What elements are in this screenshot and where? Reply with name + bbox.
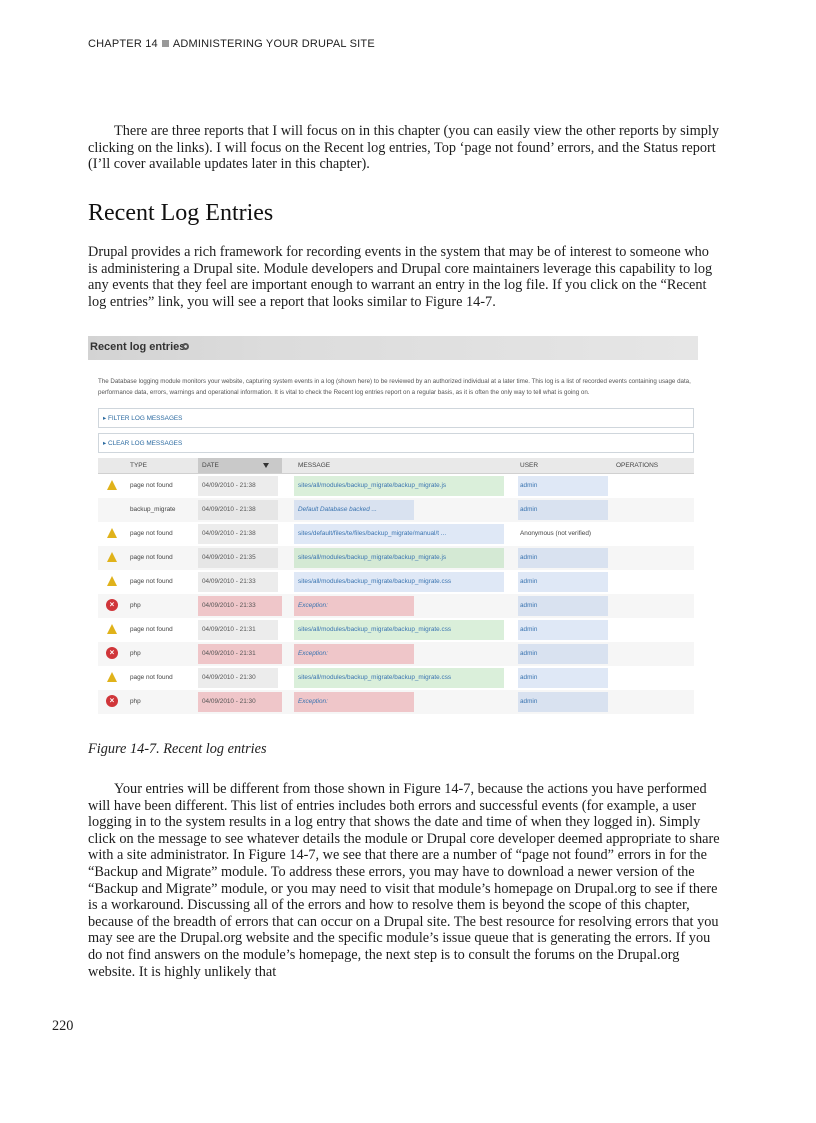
row-type: page not found (130, 482, 173, 489)
table-row[interactable] (98, 642, 694, 666)
warning-icon (107, 552, 117, 562)
filter-log-messages-link[interactable]: ▸ FILTER LOG MESSAGES (103, 415, 183, 422)
log-entries-table (98, 458, 694, 720)
warning-icon (107, 528, 117, 538)
row-date: 04/09/2010 - 21:30 (202, 674, 256, 681)
row-date: 04/09/2010 - 21:31 (202, 626, 256, 633)
row-message-link[interactable]: sites/all/modules/backup_migrate/backup_migrate.js (298, 554, 447, 561)
column-header-date[interactable] (198, 458, 282, 473)
column-header-date-label: DATE (202, 462, 219, 469)
running-header (88, 38, 375, 50)
row-user-link[interactable]: admin (520, 506, 538, 513)
table-row[interactable] (98, 618, 694, 642)
row-message-link[interactable]: sites/default/files/te/files/backup_migrate/manual/t ... (298, 530, 447, 537)
table-row[interactable] (98, 570, 694, 594)
row-user-link[interactable]: admin (520, 482, 538, 489)
row-date: 04/09/2010 - 21:35 (202, 554, 256, 561)
row-date: 04/09/2010 - 21:38 (202, 482, 256, 489)
row-date: 04/09/2010 - 21:31 (202, 650, 256, 657)
row-date: 04/09/2010 - 21:38 (202, 506, 256, 513)
row-type: page not found (130, 626, 173, 633)
sort-descending-icon (263, 463, 269, 468)
error-icon: × (106, 695, 118, 707)
error-icon: × (106, 647, 118, 659)
row-message-link[interactable]: sites/all/modules/backup_migrate/backup_migrate.css (298, 626, 452, 633)
row-type: php (130, 698, 141, 705)
figure-title: Recent log entries (90, 341, 186, 353)
row-date: 04/09/2010 - 21:33 (202, 602, 256, 609)
section-body-paragraph: Drupal provides a rich framework for recording events in the system that may be of interest to someone who is administering a Drupal site. Module developers and Drupal core maintainers leverage this capability to log any events that they feel are important enough to warrant an entry in the log file. If you click on the “Recent log entries” link, you will see a report that looks similar to Figure 14-7. (88, 244, 713, 310)
table-row[interactable] (98, 498, 694, 522)
row-user-link[interactable]: admin (520, 602, 538, 609)
table-row[interactable] (98, 690, 694, 714)
page-number: 220 (52, 1018, 74, 1034)
column-header-user[interactable]: USER (520, 462, 539, 469)
filter-log-messages-fieldset[interactable] (98, 408, 694, 428)
section-heading: Recent Log Entries (88, 200, 274, 226)
column-header-operations: OPERATIONS (616, 462, 659, 469)
row-type: php (130, 650, 141, 657)
figure-title-bar (88, 336, 698, 360)
warning-icon (107, 480, 117, 490)
row-type: backup_migrate (130, 506, 176, 513)
chapter-title: ADMINISTERING YOUR DRUPAL SITE (172, 38, 375, 50)
row-message-link[interactable]: sites/all/modules/backup_migrate/backup_migrate.css (298, 578, 452, 585)
row-message-link[interactable]: sites/all/modules/backup_migrate/backup_migrate.js (298, 482, 447, 489)
figure-caption: Figure 14-7. Recent log entries (88, 741, 267, 757)
row-message-link[interactable]: Exception: (298, 650, 328, 657)
warning-icon (107, 672, 117, 682)
intro-paragraph: There are three reports that I will focus on in this chapter (you can easily view the other reports by simply clicking on the links). I will focus on the Recent log entries, Top ‘page not found’ errors, and the Status report (I’ll cover available updates later in this chapter). (88, 123, 720, 173)
table-row[interactable] (98, 546, 694, 570)
error-icon: × (106, 599, 118, 611)
row-user-link[interactable]: admin (520, 578, 538, 585)
row-type: page not found (130, 530, 173, 537)
separator-square-icon (162, 40, 169, 47)
figure-description: The Database logging module monitors your website, capturing system events in a log (shown here) to be reviewed by an authorized individual at a later time. This log is a list of recorded events containing usage data, performance data, errors, warnings and operational information. It is vital to check the Recent log entries report on a regular basis, as it is often the only way to tell what is going on. (98, 378, 691, 396)
column-header-message[interactable]: MESSAGE (298, 462, 331, 469)
row-type: page not found (130, 554, 173, 561)
warning-icon (107, 576, 117, 586)
figure-screenshot (88, 336, 698, 720)
row-message-link[interactable]: sites/all/modules/backup_migrate/backup_migrate.css (298, 674, 452, 681)
gear-icon[interactable] (182, 343, 189, 350)
discussion-paragraph: Your entries will be different from those shown in Figure 14-7, because the actions you have performed will have been different. This list of entries includes both errors and successful events (for example, a user logging in to the system results in a log entry that shows the date and time of when they logged in). Simply click on the message to see whatever details the module or Drupal core developer deemed appropriate to share with a site administrator. In Figure 14-7, we see that there are a number of “page not found” errors in for the “Backup and Migrate” module. To address these errors, you may have to download a newer version of the “Backup and Migrate” module, or you may need to visit that module’s homepage on Drupal.org to see if there is a workaround. Discussing all of the errors and how to resolve them is beyond the scope of this chapter, because of the breadth of errors that can occur on a Drupal site. The best resource for resolving errors that you may see are the Drupal.org website and the specific module’s issue queue that is generating the errors. If you do not find answers on the module’s homepage, the next step is to consult the forums on the Drupal.org website. It is highly unlikely that (88, 781, 720, 980)
row-date: 04/09/2010 - 21:38 (202, 530, 256, 537)
chapter-label: CHAPTER 14 (88, 38, 158, 50)
clear-log-messages-link[interactable]: ▸ CLEAR LOG MESSAGES (103, 440, 183, 447)
column-header-type[interactable]: TYPE (130, 462, 147, 469)
warning-icon (107, 624, 117, 634)
row-date: 04/09/2010 - 21:30 (202, 698, 256, 705)
table-row[interactable] (98, 522, 694, 546)
row-type: php (130, 602, 141, 609)
row-message-link[interactable]: Exception: (298, 698, 328, 705)
row-user-link[interactable]: admin (520, 698, 538, 705)
row-date: 04/09/2010 - 21:33 (202, 578, 256, 585)
row-user-link[interactable]: admin (520, 650, 538, 657)
table-row[interactable] (98, 474, 694, 498)
table-header-row (98, 458, 694, 474)
row-message-link[interactable]: Exception: (298, 602, 328, 609)
table-row[interactable] (98, 666, 694, 690)
row-type: page not found (130, 674, 173, 681)
row-message-link[interactable]: Default Database backed ... (298, 506, 377, 513)
table-row[interactable] (98, 594, 694, 618)
row-user: Anonymous (not verified) (520, 530, 592, 537)
clear-log-messages-fieldset[interactable] (98, 433, 694, 453)
row-user-link[interactable]: admin (520, 674, 538, 681)
row-type: page not found (130, 578, 173, 585)
row-user-link[interactable]: admin (520, 626, 538, 633)
row-user-link[interactable]: admin (520, 554, 538, 561)
